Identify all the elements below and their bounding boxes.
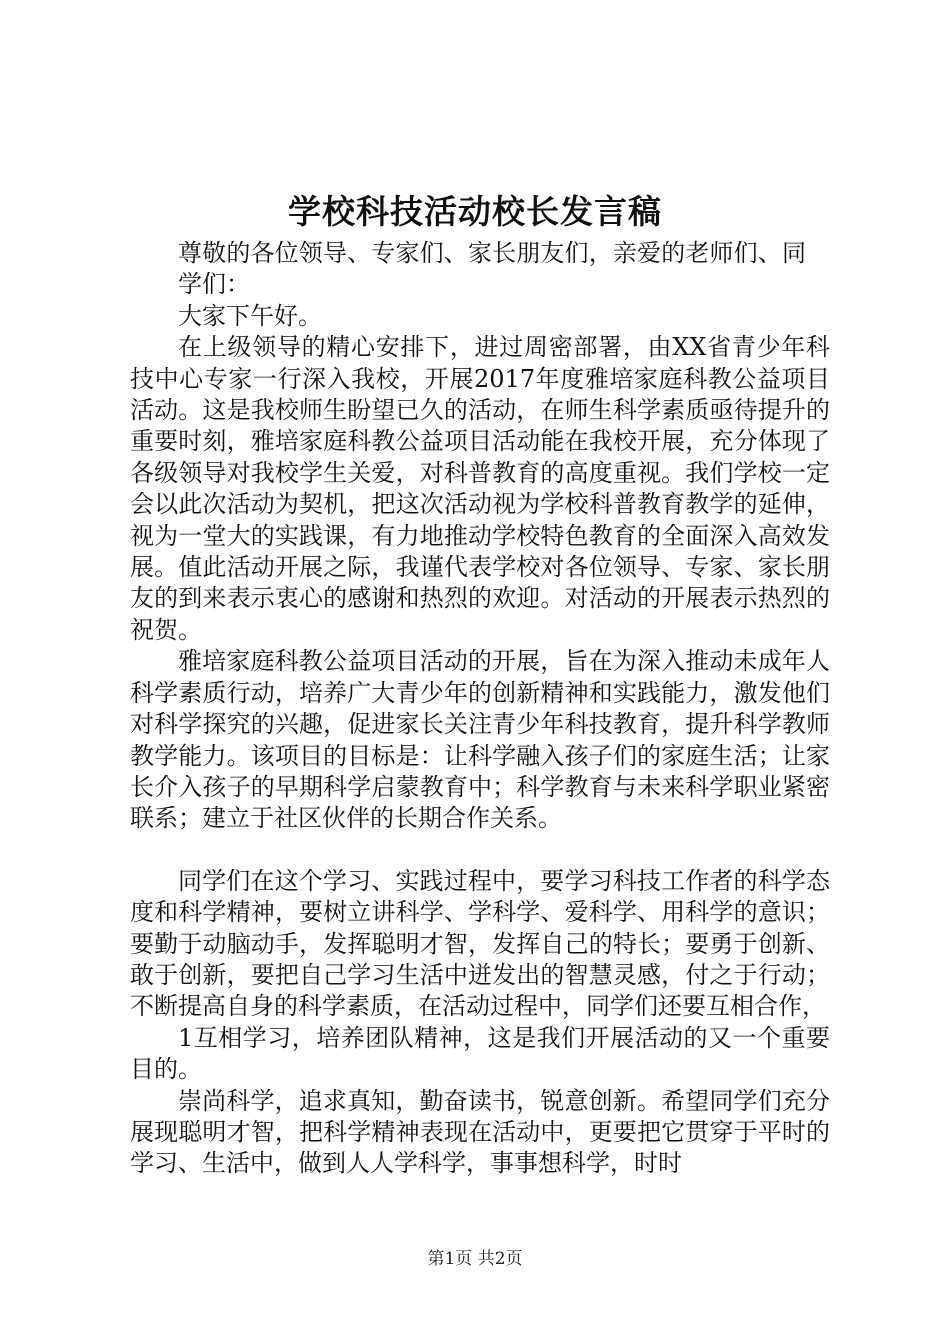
- page-footer: 第1页 共2页: [427, 1249, 523, 1269]
- paragraph-spacer: [130, 835, 830, 866]
- greeting-line: 尊敬的各位领导、专家们、家长朋友们，亲爱的老师们、同学们：: [178, 239, 806, 299]
- paragraph-5: 崇尚科学，追求真知，勤奋读书，锐意创新。希望同学们充分展现聪明才智，把科学精神表现在活动中，更要把它贯穿于平时的学习、生活中，做到人人学科学，事事想科学，时时: [130, 1086, 830, 1178]
- document-title: 学校科技活动校长发言稿: [288, 192, 662, 231]
- salutation-line: 大家下午好。: [178, 301, 322, 330]
- paragraph-4: 1互相学习，培养团队精神，这是我们开展活动的又一个重要目的。: [130, 1023, 830, 1084]
- paragraph-2: 雅培家庭科教公益项目活动的开展，旨在为深入推动未成年人科学素质行动，培养广大青少年的创新精神和实践能力，激发他们对科学探究的兴趣，促进家长关注青少年科技教育，提升科学教师教学能力。该项目的目标是：让科学融入孩子们的家庭生活；让家长介入孩子的早期科学启蒙教育中；科学教育与未来科学职业紧密联系；建立于社区伙伴的长期合作关系。: [130, 647, 830, 833]
- paragraph-3: 同学们在这个学习、实践过程中，要学习科技工作者的科学态度和科学精神，要树立讲科学、学科学、爱科学、用科学的意识；要勤于动脑动手，发挥聪明才智，发挥自己的特长；要勇于创新、敢于创新，要把自己学习生活中迸发出的智慧灵感，付之于行动；不断提高自身的科学素质，在活动过程中，同学们还要互相合作，: [130, 866, 830, 1021]
- document-body: [130, 238, 830, 1180]
- paragraph-1: 在上级领导的精心安排下，进过周密部署，由XX省青少年科技中心专家一行深入我校，开展2017年度雅培家庭科教公益项目活动。这是我校师生盼望已久的活动，在师生科学素质亟待提升的重要时刻，雅培家庭科教公益项目活动能在我校开展，充分体现了各级领导对我校学生关爱，对科普教育的高度重视。我们学校一定会以此次活动为契机，把这次活动视为学校科普教育教学的延伸，视为一堂大的实践课，有力地推动学校特色教育的全面深入高效发展。值此活动开展之际，我谨代表学校对各位领导、专家、家长朋友的到来表示衷心的感谢和热烈的欢迎。对活动的开展表示热烈的祝贺。: [130, 333, 830, 644]
